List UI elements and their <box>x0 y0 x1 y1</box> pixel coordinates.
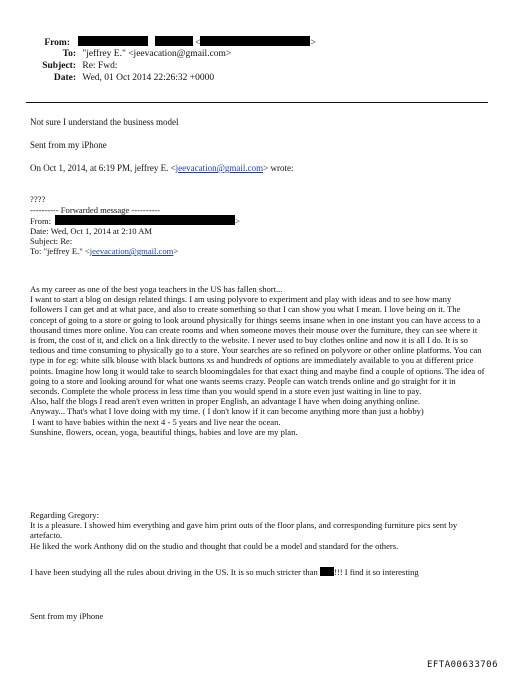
forwarded-banner: ---------- Forwarded message ---------- <box>30 205 161 215</box>
redaction-block <box>155 36 193 46</box>
closing-signature: Sent from my iPhone <box>30 611 104 621</box>
question-marks: ???? <box>30 194 46 204</box>
header-to-row <box>0 48 300 60</box>
redaction-block <box>78 36 148 46</box>
forwarded-to-suffix: > <box>173 246 179 256</box>
date-label: Date: <box>53 73 76 83</box>
forwarded-from-label: From: <box>30 216 52 226</box>
quote-suffix: > wrote: <box>263 163 294 173</box>
body-paragraph: I want to have babies within the next 4 - 5 years and live near the ocean. <box>30 416 281 427</box>
quote-prefix: On Oct 1, 2014, at 6:19 PM, jeffrey E. < <box>30 163 176 173</box>
redaction-block <box>200 36 310 46</box>
redaction-block <box>320 567 334 576</box>
driving-prefix: I have been studying all the rules about driving in the US. It is so much stricter than <box>30 567 320 577</box>
gregory-paragraph: He liked the work Anthony did on the studio and thought that could be a model and standard for the others. <box>30 540 399 551</box>
header-divider <box>26 102 488 103</box>
gregory-section <box>30 510 485 551</box>
reply-signature: Sent from my iPhone <box>30 140 107 150</box>
from-label: From: <box>44 38 70 48</box>
body-paragraph: Also, half the blogs I read aren't even written in proper English, an advantage I have when doing anything online. <box>30 396 421 407</box>
email-link[interactable]: jeevacation@gmail.com <box>89 246 174 256</box>
forwarded-to-prefix: To: "jeffrey E." < <box>30 246 90 256</box>
forwarded-date: Date: Wed, Oct 1, 2014 at 2:10 AM <box>30 226 153 236</box>
body-paragraph: Anyway... That's what I love doing with my time. ( I don't know if it can become anything more than just a hobby) <box>30 406 424 417</box>
message-body <box>30 284 485 437</box>
reply-text: Not sure I understand the business model <box>30 117 179 127</box>
redaction-block <box>55 215 235 225</box>
body-paragraph: I want to start a blog on design related things. I am using polyvore to experiment and play with ideas and to see how many followers I can get and at what pace, and also to create something so that I can show you what I mean. I love being on it. The concept of going to a store or going to look around physically for things seems insane when in one instant you can have access to a thousand times more online. You can create rooms and when someone moves their mouse over the furniture, they can see where it is from, the cost of it, and click on a link directly to the website. I never used to buy clothes online and now it is all I do. It is so tedious and time consuming to physically go to a store. Your searches are so refined on polyvore or other online platforms. You can type in for eg: white silk blouse with black buttons xs and hundreds of options are immediately available to you at different price points. Imagine how long it would take to search bloomingdales for that exact thing and maybe find a couple of options. The idea of going to a store and looking around for what one wants seems crazy. People can watch trends online and go straight for it in seconds. Complete the whole process in less time than you would spend in a store even just waiting in line to pay. <box>30 294 485 397</box>
body-paragraph: Sunshine, flowers, ocean, yoga, beautiful things, babies and love are my plan. <box>30 426 298 437</box>
to-label: To: <box>62 49 76 59</box>
email-link[interactable]: jeevacation@gmail.com <box>175 163 264 173</box>
gregory-heading: Regarding Gregory: <box>30 510 99 520</box>
body-paragraph: As my career as one of the best yoga teachers in the US has fallen short... <box>30 284 283 294</box>
angle-bracket-close: > <box>310 38 316 48</box>
header-subject-row <box>0 60 300 72</box>
date-value: Wed, 01 Oct 2014 22:26:32 +0000 <box>82 73 215 83</box>
driving-suffix: !!! I find it so interesting <box>333 567 419 577</box>
to-value: "jeffrey E." <jeevacation@gmail.com> <box>82 49 232 59</box>
subject-value: Re: Fwd: <box>82 61 118 71</box>
quote-attribution <box>30 163 293 174</box>
angle-bracket-close: > <box>235 216 241 226</box>
forwarded-subject: Subject: Re: <box>30 236 73 246</box>
subject-label: Subject: <box>42 61 76 71</box>
forwarded-to <box>30 246 178 257</box>
angle-bracket-open: < <box>195 38 201 48</box>
document-id: EFTA00633706 <box>426 660 498 670</box>
gregory-paragraph: It is a pleasure. I showed him everything and gave him print outs of the floor plans, and corresponding furniture pics sent by artefacto. <box>30 520 458 541</box>
driving-paragraph <box>30 567 450 577</box>
header-date-row <box>0 72 300 84</box>
